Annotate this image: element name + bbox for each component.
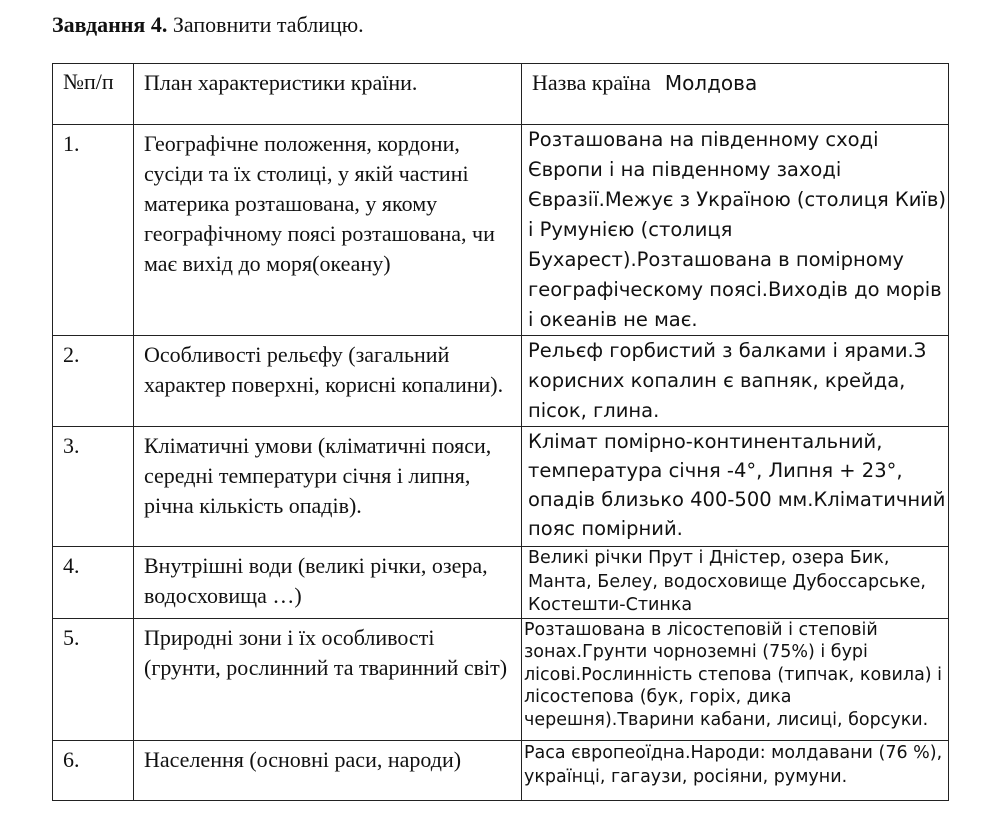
- header-cell-plan: [134, 64, 522, 125]
- header-num-label: №п/п: [63, 69, 114, 94]
- table-row: [53, 547, 949, 619]
- row-number: 4.: [63, 553, 80, 578]
- task-title: [52, 10, 364, 40]
- row-answer: Клімат помірно-континентальний, температура січня -4°, Липня + 23°, опадів близько 400-500 мм.Кліматичний пояс помірний.: [528, 430, 946, 540]
- row-answer: Раса європеоїдна.Народи: молдавани (76 %), українці, гагаузи, росіяни, румуни.: [524, 742, 943, 787]
- task-title-number: Завдання 4.: [52, 12, 168, 37]
- row-answer: Рельєф горбистий з балками і ярами.З корисних копалин є вапняк, крейда, пісок, глина.: [528, 339, 927, 422]
- table-row: [53, 427, 949, 547]
- country-characteristics-table: [52, 63, 949, 801]
- row-plan-item: Внутрішні води (великі річки, озера, водосховища …): [144, 553, 488, 608]
- table-row: [53, 125, 949, 336]
- table-row: [53, 336, 949, 427]
- row-number: 3.: [63, 433, 80, 458]
- header-cell-name: [522, 64, 949, 125]
- row-number: 5.: [63, 624, 80, 650]
- country-name: Молдова: [664, 71, 758, 95]
- row-plan-item: Кліматичні умови (кліматичні пояси, середні температури січня і липня, річна кількість опадів).: [144, 433, 492, 518]
- row-number: 6.: [63, 746, 80, 772]
- table-header-row: [53, 64, 949, 125]
- row-number: 2.: [63, 342, 80, 367]
- row-plan-item: Особливості рельєфу (загальний характер поверхні, корисні копалини).: [144, 342, 504, 397]
- task-title-text: Заповнити таблицю.: [167, 12, 364, 37]
- row-answer: Розташована на південному сході Європи і на південному заході Євразії.Межує з Україною (столиця Київ) і Румунією (столиця Бухарест).Розташована в помірному географіческому поясі.Виходів до морів і океанів не має.: [528, 128, 946, 331]
- header-name-label: Назва країна: [532, 70, 651, 95]
- row-plan-item: Географічне положення, кордони, сусіди та їх столиці, у якій частині материка розташована, у якому географічному поясі розташована, чи має вихід до моря(океану): [144, 131, 495, 276]
- table-row: [53, 618, 949, 740]
- row-plan-item: Природні зони і їх особливості (грунти, рослинний та тваринний світ): [144, 624, 508, 680]
- row-answer: Розташована в лісостеповій і степовій зонах.Грунти чорноземні (75%) і бурі лісові.Рослинність степова (типчак, ковила) і лісостепова (бук, горіх, дика черешня).Тварини кабани, лисиці, борсуки.: [524, 619, 943, 730]
- row-answer: Великі річки Прут і Дністер, озера Бик, Манта, Белеу, водосховище Дубоссарське, Костешти-Стинка: [528, 548, 926, 615]
- header-cell-num: [53, 64, 134, 125]
- header-plan-label: План характеристики країни.: [144, 70, 418, 95]
- table-row: [53, 740, 949, 800]
- row-plan-item: Населення (основні раси, народи): [144, 746, 462, 772]
- row-number: 1.: [63, 131, 80, 156]
